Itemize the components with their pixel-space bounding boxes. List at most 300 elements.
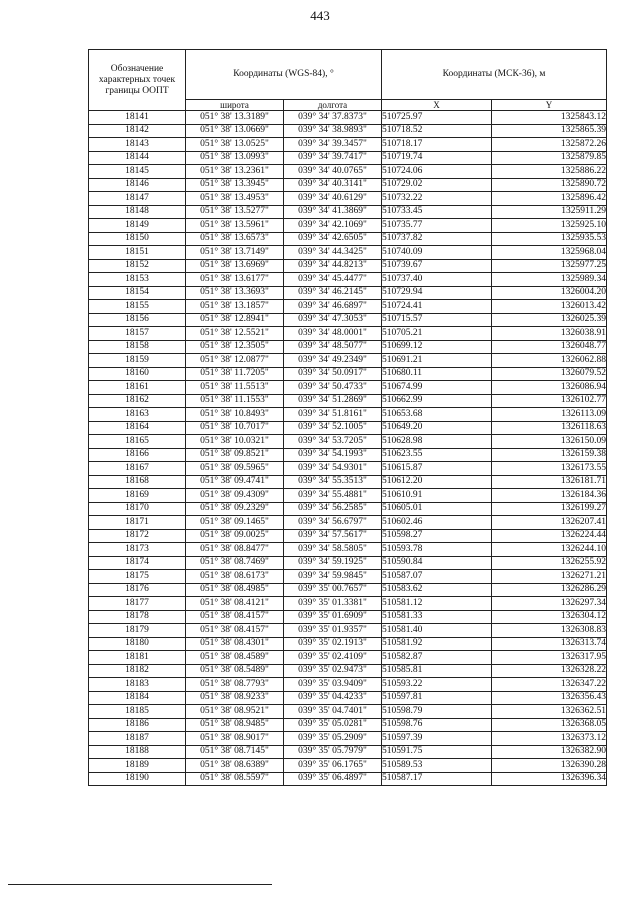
- point-id-cell: 18150: [89, 232, 186, 246]
- point-id-cell: 18147: [89, 192, 186, 206]
- table-row: [89, 246, 607, 260]
- table-row: [89, 732, 607, 746]
- point-id-cell: 18152: [89, 259, 186, 273]
- point-id-cell: 18188: [89, 745, 186, 759]
- y-cell: 1326255.92: [492, 556, 607, 570]
- latitude-cell: 051° 38' 12.0877": [186, 354, 284, 368]
- table-row: [89, 354, 607, 368]
- table-row: [89, 543, 607, 557]
- y-cell: 1326362.51: [492, 705, 607, 719]
- latitude-cell: 051° 38' 08.9521": [186, 705, 284, 719]
- point-id-cell: 18164: [89, 421, 186, 435]
- x-cell: 510598.27: [382, 529, 492, 543]
- longitude-cell: 039° 35' 02.9473": [284, 664, 382, 678]
- longitude-cell: 039° 34' 37.8373": [284, 111, 382, 125]
- latitude-cell: 051° 38' 10.7017": [186, 421, 284, 435]
- latitude-cell: 051° 38' 12.3505": [186, 340, 284, 354]
- latitude-cell: 051° 38' 09.5965": [186, 462, 284, 476]
- point-id-cell: 18176: [89, 583, 186, 597]
- longitude-cell: 039° 35' 04.7401": [284, 705, 382, 719]
- y-cell: 1326086.94: [492, 381, 607, 395]
- longitude-cell: 039° 34' 49.2349": [284, 354, 382, 368]
- latitude-cell: 051° 38' 09.8521": [186, 448, 284, 462]
- x-cell: 510715.57: [382, 313, 492, 327]
- longitude-cell: 039° 34' 48.0001": [284, 327, 382, 341]
- table-row: [89, 165, 607, 179]
- y-cell: 1326356.43: [492, 691, 607, 705]
- latitude-cell: 051° 38' 09.2329": [186, 502, 284, 516]
- table-row: [89, 678, 607, 692]
- table-row: [89, 624, 607, 638]
- latitude-cell: 051° 38' 08.4301": [186, 637, 284, 651]
- x-cell: 510674.99: [382, 381, 492, 395]
- latitude-cell: 051° 38' 10.8493": [186, 408, 284, 422]
- point-id-cell: 18156: [89, 313, 186, 327]
- latitude-cell: 051° 38' 13.3693": [186, 286, 284, 300]
- longitude-cell: 039° 34' 40.0765": [284, 165, 382, 179]
- latitude-cell: 051° 38' 08.4589": [186, 651, 284, 665]
- y-cell: 1326313.74: [492, 637, 607, 651]
- y-cell: 1326244.10: [492, 543, 607, 557]
- y-cell: 1326038.91: [492, 327, 607, 341]
- header-msk36: Координаты (МСК-36), м: [382, 50, 607, 100]
- point-id-cell: 18165: [89, 435, 186, 449]
- longitude-cell: 039° 35' 01.6909": [284, 610, 382, 624]
- latitude-cell: 051° 38' 13.1857": [186, 300, 284, 314]
- latitude-cell: 051° 38' 13.4953": [186, 192, 284, 206]
- latitude-cell: 051° 38' 08.4121": [186, 597, 284, 611]
- y-cell: 1326382.90: [492, 745, 607, 759]
- point-id-cell: 18183: [89, 678, 186, 692]
- y-cell: 1326025.39: [492, 313, 607, 327]
- point-id-cell: 18141: [89, 111, 186, 125]
- latitude-cell: 051° 38' 13.5277": [186, 205, 284, 219]
- point-id-cell: 18190: [89, 772, 186, 786]
- x-cell: 510593.78: [382, 543, 492, 557]
- y-cell: 1326368.05: [492, 718, 607, 732]
- latitude-cell: 051° 38' 09.0025": [186, 529, 284, 543]
- longitude-cell: 039° 34' 50.0917": [284, 367, 382, 381]
- point-id-cell: 18184: [89, 691, 186, 705]
- coordinates-table: [88, 49, 607, 786]
- point-id-cell: 18175: [89, 570, 186, 584]
- latitude-cell: 051° 38' 12.8941": [186, 313, 284, 327]
- x-cell: 510724.06: [382, 165, 492, 179]
- table-row: [89, 205, 607, 219]
- longitude-cell: 039° 34' 51.2869": [284, 394, 382, 408]
- y-cell: 1326150.09: [492, 435, 607, 449]
- longitude-cell: 039° 34' 58.5805": [284, 543, 382, 557]
- x-cell: 510605.01: [382, 502, 492, 516]
- x-cell: 510740.09: [382, 246, 492, 260]
- latitude-cell: 051° 38' 13.5961": [186, 219, 284, 233]
- latitude-cell: 051° 38' 09.1465": [186, 516, 284, 530]
- point-id-cell: 18154: [89, 286, 186, 300]
- point-id-cell: 18162: [89, 394, 186, 408]
- longitude-cell: 039° 34' 52.1005": [284, 421, 382, 435]
- table-row: [89, 435, 607, 449]
- table-row: [89, 259, 607, 273]
- table-row: [89, 529, 607, 543]
- latitude-cell: 051° 38' 13.6177": [186, 273, 284, 287]
- y-cell: 1326224.44: [492, 529, 607, 543]
- header-latitude: широта: [186, 100, 284, 111]
- y-cell: 1325879.85: [492, 151, 607, 165]
- y-cell: 1326159.38: [492, 448, 607, 462]
- table-row: [89, 381, 607, 395]
- x-cell: 510628.98: [382, 435, 492, 449]
- x-cell: 510612.20: [382, 475, 492, 489]
- x-cell: 510610.91: [382, 489, 492, 503]
- latitude-cell: 051° 38' 13.7149": [186, 246, 284, 260]
- longitude-cell: 039° 34' 50.4733": [284, 381, 382, 395]
- longitude-cell: 039° 35' 02.1913": [284, 637, 382, 651]
- table-row: [89, 570, 607, 584]
- latitude-cell: 051° 38' 08.7793": [186, 678, 284, 692]
- latitude-cell: 051° 38' 13.6969": [186, 259, 284, 273]
- longitude-cell: 039° 34' 59.1925": [284, 556, 382, 570]
- point-id-cell: 18174: [89, 556, 186, 570]
- x-cell: 510699.12: [382, 340, 492, 354]
- x-cell: 510680.11: [382, 367, 492, 381]
- table-row: [89, 462, 607, 476]
- point-id-cell: 18173: [89, 543, 186, 557]
- table-row: [89, 664, 607, 678]
- table-row: [89, 718, 607, 732]
- point-id-cell: 18148: [89, 205, 186, 219]
- table-row: [89, 637, 607, 651]
- y-cell: 1325968.04: [492, 246, 607, 260]
- point-id-cell: 18177: [89, 597, 186, 611]
- y-cell: 1325925.10: [492, 219, 607, 233]
- y-cell: 1326271.21: [492, 570, 607, 584]
- latitude-cell: 051° 38' 08.7145": [186, 745, 284, 759]
- y-cell: 1326199.27: [492, 502, 607, 516]
- x-cell: 510725.97: [382, 111, 492, 125]
- x-cell: 510735.77: [382, 219, 492, 233]
- x-cell: 510662.99: [382, 394, 492, 408]
- latitude-cell: 051° 38' 08.9485": [186, 718, 284, 732]
- latitude-cell: 051° 38' 08.5597": [186, 772, 284, 786]
- latitude-cell: 051° 38' 13.0669": [186, 124, 284, 138]
- table-row: [89, 151, 607, 165]
- x-cell: 510623.55: [382, 448, 492, 462]
- point-id-cell: 18189: [89, 759, 186, 773]
- y-cell: 1326079.52: [492, 367, 607, 381]
- point-id-cell: 18172: [89, 529, 186, 543]
- x-cell: 510705.21: [382, 327, 492, 341]
- longitude-cell: 039° 34' 39.7417": [284, 151, 382, 165]
- longitude-cell: 039° 34' 45.4477": [284, 273, 382, 287]
- table-row: [89, 475, 607, 489]
- x-cell: 510581.12: [382, 597, 492, 611]
- point-id-cell: 18180: [89, 637, 186, 651]
- y-cell: 1326317.95: [492, 651, 607, 665]
- point-id-cell: 18151: [89, 246, 186, 260]
- longitude-cell: 039° 35' 00.7657": [284, 583, 382, 597]
- footnote-divider: [8, 884, 272, 885]
- table-row: [89, 111, 607, 125]
- y-cell: 1325886.22: [492, 165, 607, 179]
- table-row: [89, 124, 607, 138]
- y-cell: 1325911.29: [492, 205, 607, 219]
- point-id-cell: 18179: [89, 624, 186, 638]
- latitude-cell: 051° 38' 08.9017": [186, 732, 284, 746]
- longitude-cell: 039° 35' 05.2909": [284, 732, 382, 746]
- table-row: [89, 192, 607, 206]
- longitude-cell: 039° 34' 56.2585": [284, 502, 382, 516]
- y-cell: 1325977.25: [492, 259, 607, 273]
- longitude-cell: 039° 35' 01.3381": [284, 597, 382, 611]
- x-cell: 510598.79: [382, 705, 492, 719]
- y-cell: 1325890.72: [492, 178, 607, 192]
- longitude-cell: 039° 34' 54.9301": [284, 462, 382, 476]
- y-cell: 1325843.12: [492, 111, 607, 125]
- table-row: [89, 178, 607, 192]
- y-cell: 1326347.22: [492, 678, 607, 692]
- point-id-cell: 18157: [89, 327, 186, 341]
- x-cell: 510739.67: [382, 259, 492, 273]
- point-id-cell: 18187: [89, 732, 186, 746]
- longitude-cell: 039° 34' 54.1993": [284, 448, 382, 462]
- y-cell: 1326373.12: [492, 732, 607, 746]
- point-id-cell: 18161: [89, 381, 186, 395]
- y-cell: 1326048.77: [492, 340, 607, 354]
- table-row: [89, 597, 607, 611]
- latitude-cell: 051° 38' 11.7205": [186, 367, 284, 381]
- table-row: [89, 448, 607, 462]
- y-cell: 1326390.28: [492, 759, 607, 773]
- longitude-cell: 039° 34' 59.9845": [284, 570, 382, 584]
- point-id-cell: 18170: [89, 502, 186, 516]
- latitude-cell: 051° 38' 08.4985": [186, 583, 284, 597]
- y-cell: 1326181.71: [492, 475, 607, 489]
- longitude-cell: 039° 34' 47.3053": [284, 313, 382, 327]
- x-cell: 510587.07: [382, 570, 492, 584]
- table-row: [89, 651, 607, 665]
- longitude-cell: 039° 34' 41.3869": [284, 205, 382, 219]
- x-cell: 510583.62: [382, 583, 492, 597]
- x-cell: 510718.52: [382, 124, 492, 138]
- table-row: [89, 421, 607, 435]
- x-cell: 510585.81: [382, 664, 492, 678]
- y-cell: 1326286.29: [492, 583, 607, 597]
- longitude-cell: 039° 35' 02.4109": [284, 651, 382, 665]
- longitude-cell: 039° 35' 05.0281": [284, 718, 382, 732]
- point-id-cell: 18181: [89, 651, 186, 665]
- longitude-cell: 039° 34' 48.5077": [284, 340, 382, 354]
- point-id-cell: 18171: [89, 516, 186, 530]
- table-row: [89, 340, 607, 354]
- table-row: [89, 327, 607, 341]
- latitude-cell: 051° 38' 13.3945": [186, 178, 284, 192]
- latitude-cell: 051° 38' 08.6173": [186, 570, 284, 584]
- latitude-cell: 051° 38' 10.0321": [186, 435, 284, 449]
- table-row: [89, 489, 607, 503]
- point-id-cell: 18182: [89, 664, 186, 678]
- point-id-cell: 18166: [89, 448, 186, 462]
- x-cell: 510602.46: [382, 516, 492, 530]
- table-row: [89, 408, 607, 422]
- longitude-cell: 039° 34' 55.4881": [284, 489, 382, 503]
- y-cell: 1326304.12: [492, 610, 607, 624]
- table-row: [89, 219, 607, 233]
- table-row: [89, 759, 607, 773]
- point-id-cell: 18149: [89, 219, 186, 233]
- latitude-cell: 051° 38' 13.3189": [186, 111, 284, 125]
- table-body: [89, 111, 607, 786]
- y-cell: 1325989.34: [492, 273, 607, 287]
- table-row: [89, 232, 607, 246]
- longitude-cell: 039° 34' 46.2145": [284, 286, 382, 300]
- table-row: [89, 300, 607, 314]
- y-cell: 1326308.83: [492, 624, 607, 638]
- longitude-cell: 039° 35' 04.4233": [284, 691, 382, 705]
- point-id-cell: 18143: [89, 138, 186, 152]
- longitude-cell: 039° 34' 56.6797": [284, 516, 382, 530]
- table-row: [89, 286, 607, 300]
- table-row: [89, 610, 607, 624]
- longitude-cell: 039° 34' 42.1069": [284, 219, 382, 233]
- longitude-cell: 039° 34' 51.8161": [284, 408, 382, 422]
- y-cell: 1326113.09: [492, 408, 607, 422]
- latitude-cell: 051° 38' 08.4157": [186, 610, 284, 624]
- point-id-cell: 18144: [89, 151, 186, 165]
- y-cell: 1326013.42: [492, 300, 607, 314]
- table-row: [89, 273, 607, 287]
- x-cell: 510649.20: [382, 421, 492, 435]
- point-id-cell: 18145: [89, 165, 186, 179]
- longitude-cell: 039° 35' 03.9409": [284, 678, 382, 692]
- table-row: [89, 313, 607, 327]
- x-cell: 510591.75: [382, 745, 492, 759]
- y-cell: 1325935.53: [492, 232, 607, 246]
- latitude-cell: 051° 38' 11.1553": [186, 394, 284, 408]
- header-designation: Обозначение характерных точек границы ООПТ: [89, 50, 186, 111]
- point-id-cell: 18169: [89, 489, 186, 503]
- longitude-cell: 039° 34' 38.9893": [284, 124, 382, 138]
- y-cell: 1326173.55: [492, 462, 607, 476]
- x-cell: 510598.76: [382, 718, 492, 732]
- y-cell: 1326102.77: [492, 394, 607, 408]
- latitude-cell: 051° 38' 09.4741": [186, 475, 284, 489]
- y-cell: 1325865.39: [492, 124, 607, 138]
- latitude-cell: 051° 38' 13.0525": [186, 138, 284, 152]
- table-row: [89, 516, 607, 530]
- header-x: X: [382, 100, 492, 111]
- x-cell: 510733.45: [382, 205, 492, 219]
- x-cell: 510581.40: [382, 624, 492, 638]
- point-id-cell: 18167: [89, 462, 186, 476]
- y-cell: 1326184.36: [492, 489, 607, 503]
- y-cell: 1326328.22: [492, 664, 607, 678]
- table-row: [89, 394, 607, 408]
- x-cell: 510587.17: [382, 772, 492, 786]
- point-id-cell: 18159: [89, 354, 186, 368]
- x-cell: 510581.92: [382, 637, 492, 651]
- table-row: [89, 691, 607, 705]
- y-cell: 1326118.63: [492, 421, 607, 435]
- point-id-cell: 18142: [89, 124, 186, 138]
- x-cell: 510581.33: [382, 610, 492, 624]
- point-id-cell: 18168: [89, 475, 186, 489]
- longitude-cell: 039° 34' 46.6897": [284, 300, 382, 314]
- longitude-cell: 039° 35' 01.9357": [284, 624, 382, 638]
- header-y: Y: [492, 100, 607, 111]
- x-cell: 510590.84: [382, 556, 492, 570]
- longitude-cell: 039° 35' 05.7979": [284, 745, 382, 759]
- x-cell: 510691.21: [382, 354, 492, 368]
- table-row: [89, 502, 607, 516]
- latitude-cell: 051° 38' 08.8477": [186, 543, 284, 557]
- table-row: [89, 583, 607, 597]
- latitude-cell: 051° 38' 13.6573": [186, 232, 284, 246]
- x-cell: 510729.02: [382, 178, 492, 192]
- x-cell: 510719.74: [382, 151, 492, 165]
- latitude-cell: 051° 38' 13.2361": [186, 165, 284, 179]
- table-row: [89, 138, 607, 152]
- longitude-cell: 039° 34' 40.6129": [284, 192, 382, 206]
- point-id-cell: 18153: [89, 273, 186, 287]
- table-row: [89, 556, 607, 570]
- header-row: [89, 50, 607, 100]
- x-cell: 510724.41: [382, 300, 492, 314]
- x-cell: 510597.39: [382, 732, 492, 746]
- longitude-cell: 039° 35' 06.4897": [284, 772, 382, 786]
- longitude-cell: 039° 34' 57.5617": [284, 529, 382, 543]
- latitude-cell: 051° 38' 08.9233": [186, 691, 284, 705]
- point-id-cell: 18178: [89, 610, 186, 624]
- point-id-cell: 18163: [89, 408, 186, 422]
- table-row: [89, 772, 607, 786]
- x-cell: 510593.22: [382, 678, 492, 692]
- latitude-cell: 051° 38' 09.4309": [186, 489, 284, 503]
- y-cell: 1325872.26: [492, 138, 607, 152]
- y-cell: 1325896.42: [492, 192, 607, 206]
- x-cell: 510653.68: [382, 408, 492, 422]
- table-row: [89, 745, 607, 759]
- x-cell: 510597.81: [382, 691, 492, 705]
- point-id-cell: 18160: [89, 367, 186, 381]
- x-cell: 510737.82: [382, 232, 492, 246]
- latitude-cell: 051° 38' 08.7469": [186, 556, 284, 570]
- longitude-cell: 039° 34' 55.3513": [284, 475, 382, 489]
- x-cell: 510718.17: [382, 138, 492, 152]
- point-id-cell: 18185: [89, 705, 186, 719]
- point-id-cell: 18155: [89, 300, 186, 314]
- point-id-cell: 18158: [89, 340, 186, 354]
- longitude-cell: 039° 34' 42.6505": [284, 232, 382, 246]
- x-cell: 510589.53: [382, 759, 492, 773]
- x-cell: 510729.94: [382, 286, 492, 300]
- y-cell: 1326396.34: [492, 772, 607, 786]
- longitude-cell: 039° 35' 06.1765": [284, 759, 382, 773]
- longitude-cell: 039° 34' 44.3425": [284, 246, 382, 260]
- longitude-cell: 039° 34' 39.3457": [284, 138, 382, 152]
- latitude-cell: 051° 38' 11.5513": [186, 381, 284, 395]
- point-id-cell: 18186: [89, 718, 186, 732]
- longitude-cell: 039° 34' 44.8213": [284, 259, 382, 273]
- longitude-cell: 039° 34' 53.7205": [284, 435, 382, 449]
- x-cell: 510737.40: [382, 273, 492, 287]
- y-cell: 1326297.34: [492, 597, 607, 611]
- page-number: 443: [310, 8, 330, 23]
- y-cell: 1326207.41: [492, 516, 607, 530]
- latitude-cell: 051° 38' 13.0993": [186, 151, 284, 165]
- point-id-cell: 18146: [89, 178, 186, 192]
- latitude-cell: 051° 38' 12.5521": [186, 327, 284, 341]
- y-cell: 1326062.88: [492, 354, 607, 368]
